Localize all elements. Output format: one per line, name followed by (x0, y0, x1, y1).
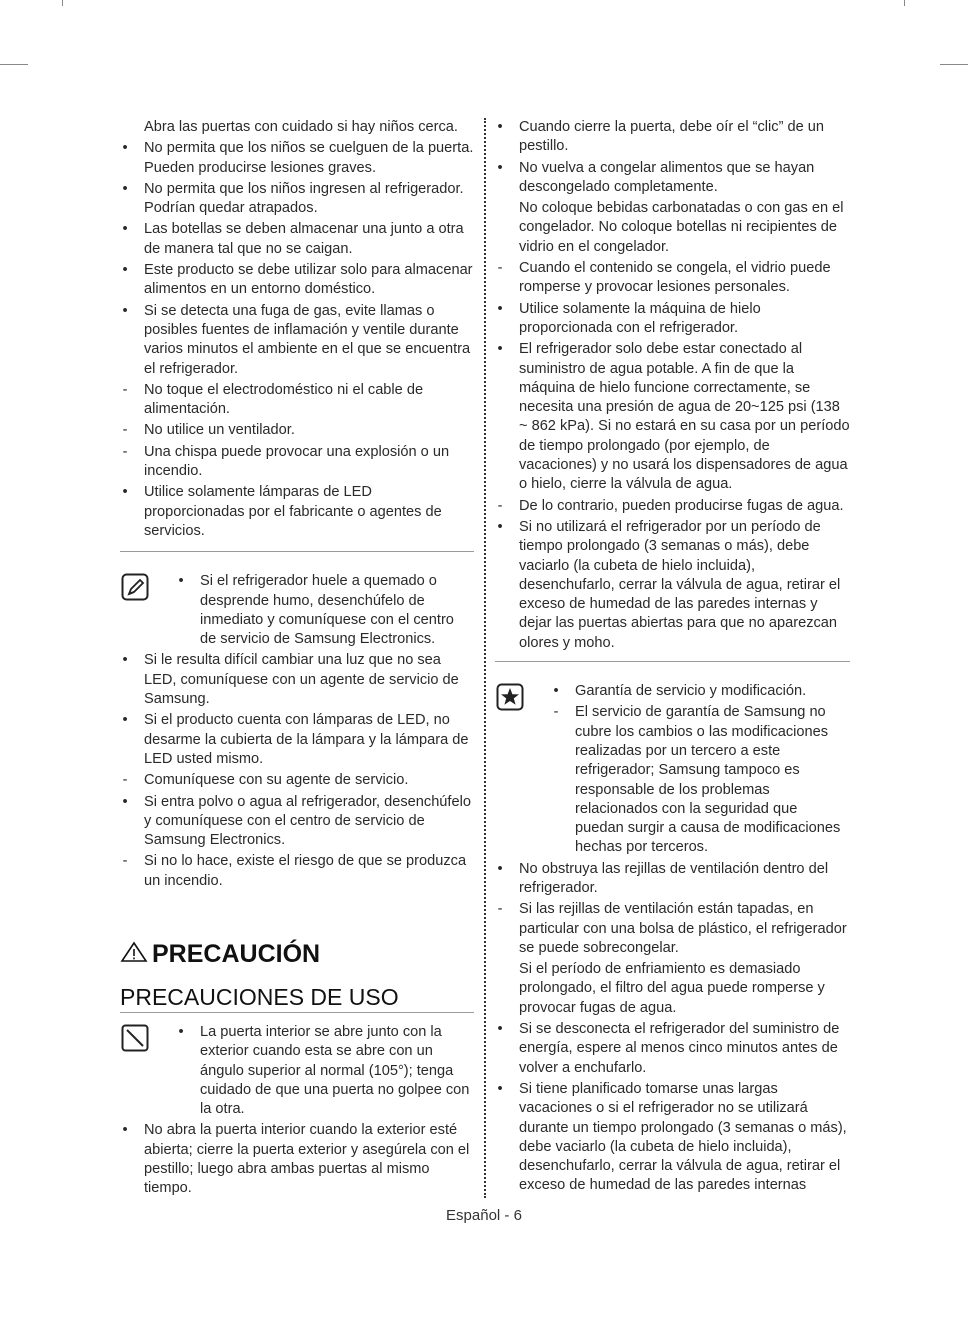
section-rule (495, 661, 850, 662)
left-column (120, 118, 474, 1201)
bullet-marker (120, 1121, 130, 1140)
list-item (120, 771, 474, 790)
list-item-text: Si el producto cuenta con lámparas de LED, no desarme la cubierta de la lámpara y la lámpara de LED usted mismo. (144, 712, 469, 767)
list-item (120, 793, 474, 851)
section-heading: PRECAUCIONES DE USO (120, 983, 474, 1013)
page-footer: Español - 6 (446, 1207, 522, 1224)
list-item-text: Si el período de enfriamiento es demasiado prolongado, el filtro del agua puede romperse y provocar fugas de agua. (519, 961, 825, 1016)
list-item-text: No utilice un ventilador. (144, 422, 295, 439)
list-item (120, 421, 474, 440)
list-item-text: Utilice solamente lámparas de LED proporcionadas por el fabricante o agentes de servicios. (144, 484, 442, 539)
bullet-marker (176, 1023, 186, 1042)
note-pencil-icon (121, 573, 149, 601)
list-item-text: Si tiene planificado tomarse unas largas vacaciones o si el refrigerador no se utilizará durante un tiempo prolongado (3 semanas o más), debe vaciarlo (la cubeta de hielo incluida), desenchufarlo, cerrar la válvula de agua, retirar el exceso de humedad de las paredes internas (519, 1080, 847, 1194)
dash-marker (495, 497, 505, 516)
star-note-icon (496, 683, 524, 711)
right-list-2 (495, 860, 850, 1196)
list-item (120, 139, 474, 178)
list-item (495, 860, 850, 899)
list-item (495, 259, 850, 298)
list-item-text: No permita que los niños ingresen al refrigerador. Podrían quedar atrapados. (144, 180, 464, 217)
list-item-text: Comuníquese con su agente de servicio. (144, 772, 409, 789)
list-item-text: Si le resulta difícil cambiar una luz que no sea LED, comuníquese con un agente de servicio de Samsung. (144, 652, 459, 708)
list-item-text: Cuando el contenido se congela, el vidrio puede romperse y provocar lesiones personales. (519, 260, 831, 296)
bullet-marker (551, 682, 561, 701)
right-list-1 (495, 118, 850, 653)
bullet-marker (120, 261, 130, 280)
bullet-marker (120, 139, 130, 158)
list-item (120, 261, 474, 300)
list-item-text: El refrigerador solo debe estar conectado al suministro de agua potable. A fin de que la máquina de hielo funcione correctamente, se necesita una presión de agua de 20~125 psi (138 ~ 862 kPa). Si no estará en su casa por un período de tiempo prolongado (por ejemplo, de vacaciones) y no usará los dispensadores de agua o hielo, cierre la válvula de agua. (519, 341, 850, 493)
list-item-text: Las botellas se deben almacenar una junto a otra de manera tal que no se caigan. (144, 221, 464, 257)
list-item-text: Si las rejillas de ventilación están tapadas, en particular con una bolsa de plástico, el refrigerador se puede sobrecongelar. (519, 901, 847, 956)
list-item-text: No coloque bebidas carbonatadas o con gas en el congelador. No coloque botellas ni recipientes de vidrio en el congelador. (519, 200, 844, 255)
list-item (120, 852, 474, 891)
left-list-2 (120, 651, 474, 891)
dash-marker (120, 443, 130, 462)
list-item (495, 340, 850, 494)
list-item (120, 1121, 474, 1198)
list-item-text: Si entra polvo o agua al refrigerador, desenchúfelo y comuníquese con el centro de servicio de Samsung Electronics. (144, 793, 471, 849)
section-rule (120, 551, 474, 552)
bullet-marker (495, 1080, 505, 1099)
bullet-marker (120, 711, 130, 730)
list-item (120, 180, 474, 219)
list-item (495, 118, 850, 157)
list-item-text: Si se desconecta el refrigerador del suministro de energía, espere al menos cinco minutos antes de volver a enchufarlo. (519, 1021, 840, 1076)
crop-mark-right (940, 64, 968, 65)
bullet-marker (495, 300, 505, 319)
list-item-text: Una chispa puede provocar una explosión o un incendio. (144, 443, 450, 480)
bullet-marker (120, 220, 130, 239)
note-item: • La puerta interior se abre junto con la exterior cuando esta se abre con un ángulo superior al normal (105°); tenga cuidado de que una puerta no golpee con la otra. (176, 1023, 474, 1119)
list-item-text: Si no utilizará el refrigerador por un período de tiempo prolongado (3 semanas o más), debe vaciarlo (la cubeta de hielo incluida), desenchufarlo, cerrar la válvula de agua, retirar el exceso de humedad de las paredes internas y dejar las puertas abiertas para que no aparezcan olores y moho. (519, 518, 841, 651)
right-column (495, 118, 850, 1198)
list-item-text: De lo contrario, pueden producirse fugas de agua. (519, 497, 844, 514)
bullet-marker (120, 651, 130, 670)
bullet-marker (495, 340, 505, 359)
list-item (120, 651, 474, 709)
note-burning-smell (120, 572, 474, 649)
left-list-3 (120, 1121, 474, 1198)
list-item (495, 497, 850, 516)
list-item (120, 220, 474, 259)
bullet-marker (120, 483, 130, 502)
bullet-marker (120, 793, 130, 812)
dash-marker (551, 703, 561, 722)
crop-mark-top-left (62, 0, 63, 6)
warning-triangle-icon (120, 941, 148, 963)
list-item (495, 960, 850, 1018)
bullet-marker (495, 1020, 505, 1039)
no-symbol-icon (121, 1024, 149, 1052)
bullet-marker (495, 118, 505, 137)
left-list-1 (120, 139, 474, 541)
list-item-text: No permita que los niños se cuelguen de la puerta. Pueden producirse lesiones graves. (144, 140, 474, 176)
list-item (120, 381, 474, 420)
crop-mark-top-right (904, 0, 905, 6)
bullet-marker (495, 860, 505, 879)
list-item (495, 300, 850, 339)
bullet-marker (495, 159, 505, 178)
list-item (495, 1020, 850, 1078)
dash-marker (120, 381, 130, 400)
dash-marker (495, 259, 505, 278)
list-item-text: Cuando cierre la puerta, debe oír el “clic” de un pestillo. (519, 119, 825, 155)
dash-marker (120, 852, 130, 871)
dash-marker (120, 771, 130, 790)
note-item: - El servicio de garantía de Samsung no cubre los cambios o las modificaciones realizadas por un tercero a este refrigerador; Samsung tampoco es responsable de los problemas relacionados con la seguridad que puedan surgir a causa de modificaciones hechas por terceros. (551, 703, 850, 857)
list-item-text: No toque el electrodoméstico ni el cable de alimentación. (144, 381, 424, 418)
list-item-text: No vuelva a congelar alimentos que se hayan descongelado completamente. (519, 159, 815, 195)
list-item (495, 199, 850, 257)
list-item-text: Si no lo hace, existe el riesgo de que se produzca un incendio. (144, 853, 467, 889)
list-item (495, 1080, 850, 1196)
list-item-text: No obstruya las rejillas de ventilación dentro del refrigerador. (519, 860, 829, 896)
crop-mark-left (0, 64, 28, 65)
list-item-text: Si se detecta una fuga de gas, evite llamas o posibles fuentes de inflamación y ventile durante varios minutos el ambiente en el que se encuentra el refrigerador. (144, 302, 471, 377)
list-item (120, 443, 474, 482)
list-item: Abra las puertas con cuidado si hay niños cerca. (144, 119, 458, 135)
dash-marker (495, 900, 505, 919)
column-divider (484, 118, 486, 1198)
note-warranty (495, 682, 850, 858)
bullet-marker (495, 518, 505, 537)
bullet-marker (120, 302, 130, 321)
bullet-marker (176, 572, 186, 591)
bullet-marker (120, 180, 130, 199)
caution-heading: PRECAUCIÓN (120, 939, 474, 969)
list-item-text: Este producto se debe utilizar solo para almacenar alimentos en un entorno doméstico. (144, 262, 473, 298)
list-item-text: Utilice solamente la máquina de hielo proporcionada con el refrigerador. (519, 300, 761, 336)
list-item (495, 900, 850, 958)
note-item: • Si el refrigerador huele a quemado o desprende humo, desenchúfelo de inmediato y comuníquese con el centro de servicio de Samsung Electronics. (176, 572, 474, 649)
list-item (495, 518, 850, 653)
list-item (495, 159, 850, 198)
list-item (120, 483, 474, 541)
list-item (120, 302, 474, 379)
list-item (120, 711, 474, 769)
list-item-text: No abra la puerta interior cuando la exterior esté abierta; cierre la puerta exterior y asegúrela con el pestillo; luego abra ambas puertas al mismo tiempo. (144, 1122, 470, 1197)
dash-marker (120, 421, 130, 440)
note-item: • Garantía de servicio y modificación. (551, 682, 850, 701)
note-inner-door (120, 1023, 474, 1119)
